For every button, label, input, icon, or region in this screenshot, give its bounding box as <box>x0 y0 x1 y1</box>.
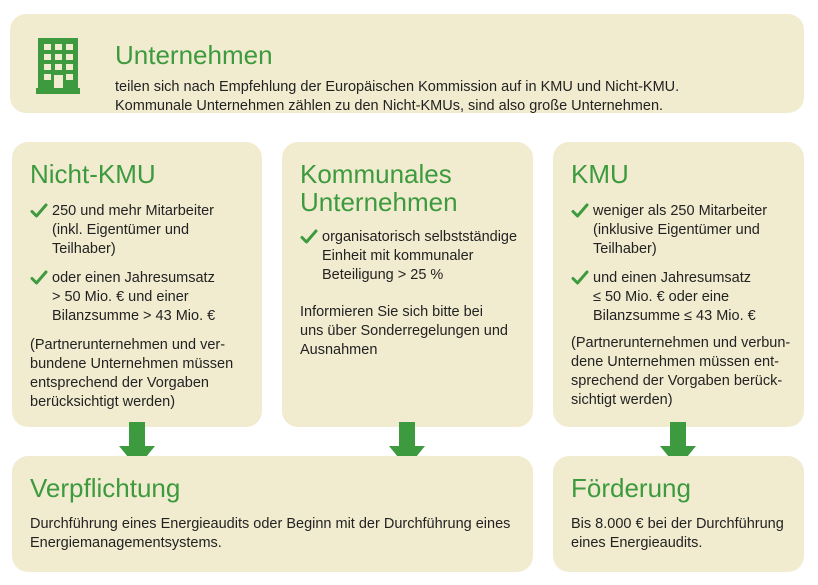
criterion-revenue: oder einen Jahresumsatz > 50 Mio. € und einer Bilanzsumme > 43 Mio. € <box>30 269 252 326</box>
kommunal-box <box>282 142 533 427</box>
foerderung-title: Förderung <box>571 473 691 503</box>
kommunal-note: Informieren Sie sich bitte bei uns über Sonderregelungen und Ausnahmen <box>300 304 508 358</box>
header-text: teilen sich nach Empfehlung der Europäischen Kommission auf in KMU und Nicht-KMU. Kommunale Unternehmen zählen zu den Nicht-KMUs, sind also große Unternehmen. <box>115 79 680 114</box>
kommunal-title: Kommunales Unternehmen <box>300 159 458 217</box>
check-icon <box>30 202 48 220</box>
check-icon <box>571 202 589 220</box>
verpflichtung-box <box>12 456 533 572</box>
criterion-revenue: und einen Jahresumsatz ≤ 50 Mio. € oder eine Bilanzsumme ≤ 43 Mio. € <box>571 269 794 326</box>
nicht-kmu-title: Nicht-KMU <box>30 159 156 189</box>
kmu-box <box>553 142 804 427</box>
check-icon <box>571 269 589 287</box>
header-box <box>10 14 804 113</box>
foerderung-text: Bis 8.000 € bei der Durchführung eines Energieaudits. <box>571 516 784 551</box>
criterion-employees: weniger als 250 Mitarbeiter (inklusive Eigentümer und Teilhaber) <box>571 202 794 259</box>
criterion-employees: 250 und mehr Mitarbeiter (inkl. Eigentümer und Teilhaber) <box>30 202 252 259</box>
foerderung-box <box>553 456 804 572</box>
building-icon <box>36 36 80 94</box>
check-icon <box>30 269 48 287</box>
nicht-kmu-criteria <box>30 202 252 412</box>
criterion-participation: organisatorisch selbstständige Einheit mit kommunaler Beteiligung > 25 % <box>300 228 523 285</box>
kmu-criteria <box>571 202 794 410</box>
verpflichtung-text: Durchführung eines Energieaudits oder Beginn mit der Durchführung eines Energiemanagementsystems. <box>30 516 511 551</box>
kmu-note: (Partnerunternehmen und verbun- dene Unternehmen müssen ent- sprechend der Vorgaben berück- sichtigt werden) <box>571 335 791 408</box>
header-title: Unternehmen <box>115 40 273 70</box>
kommunal-criteria <box>300 228 523 360</box>
verpflichtung-title: Verpflichtung <box>30 473 181 503</box>
kmu-title: KMU <box>571 159 629 189</box>
nicht-kmu-box <box>12 142 262 427</box>
check-icon <box>300 228 318 246</box>
nicht-kmu-note: (Partnerunternehmen und ver- bundene Unternehmen müssen entsprechend der Vorgaben berücksichtigt werden) <box>30 337 234 410</box>
